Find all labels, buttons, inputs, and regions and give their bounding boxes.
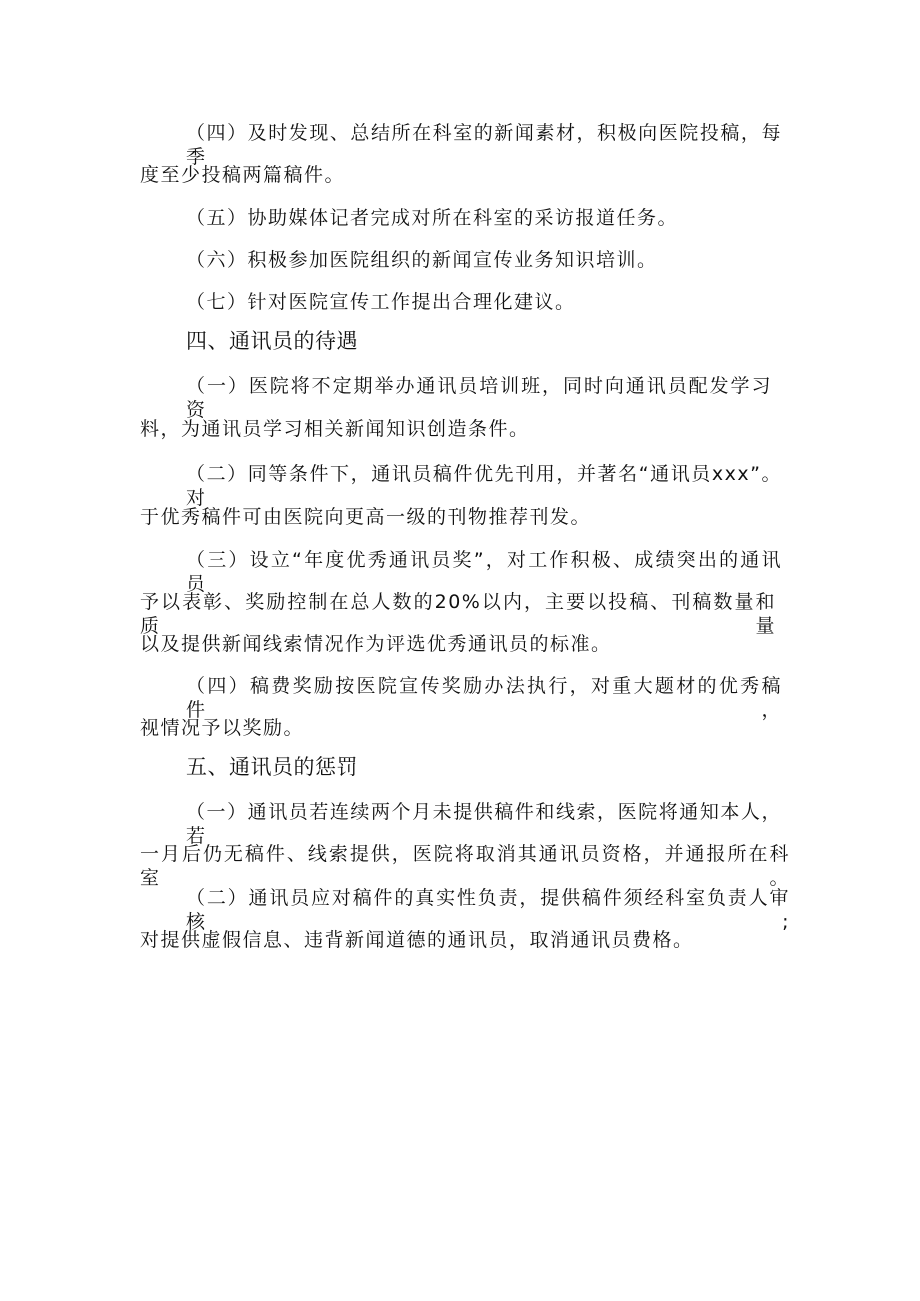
paragraph-line: （一）医院将不定期举办通讯员培训班，同时向通讯员配发学习资 — [186, 375, 772, 421]
section-heading: 五、通讯员的惩罚 — [186, 755, 358, 779]
paragraph-line: （二）同等条件下，通讯员稿件优先刊用，并著名“通讯员xxx”。对 — [186, 463, 782, 509]
paragraph-line: 料，为通讯员学习相关新闻知识创造条件。 — [140, 418, 530, 440]
paragraph-line: （三）设立“年度优秀通讯员奖”，对工作积极、成绩突出的通讯员 — [186, 549, 782, 595]
paragraph-line: （五）协助媒体记者完成对所在科室的采访报道任务。 — [186, 207, 679, 229]
paragraph-line: 于优秀稿件可由医院向更高一级的刊物推荐刊发。 — [140, 506, 592, 528]
paragraph-line: 以及提供新闻线索情况作为评选优秀通讯员的标准。 — [140, 633, 612, 655]
paragraph-line: 视情况予以奖励。 — [140, 717, 305, 739]
paragraph-line: 对提供虚假信息、违背新闻道德的通讯员，取消通讯员费格。 — [140, 929, 694, 951]
paragraph-line: （四）稿费奖励按医院宣传奖励办法执行，对重大题材的优秀稿件， — [186, 675, 782, 721]
paragraph-line: （一）通讯员若连续两个月未提供稿件和线索，医院将通知本人，若 — [186, 801, 782, 847]
paragraph-line: 度至少投稿两篇稿件。 — [140, 164, 346, 186]
paragraph-line: 予以表彰、奖励控制在总人数的20%以内，主要以投稿、刊稿数量和质量 — [140, 591, 776, 637]
paragraph-line: 一月后仍无稿件、线索提供，医院将取消其通讯员资格，并通报所在科室。 — [140, 843, 790, 889]
section-heading: 四、通讯员的待遇 — [186, 329, 358, 353]
paragraph-line: （四）及时发现、总结所在科室的新闻素材，积极向医院投稿，每季 — [186, 122, 782, 168]
paragraph-line: （六）积极参加医院组织的新闻宣传业务知识培训。 — [186, 249, 658, 271]
paragraph-line: （七）针对医院宣传工作提出合理化建议。 — [186, 291, 576, 313]
paragraph-line: （二）通讯员应对稿件的真实性负责，提供稿件须经科室负责人审核; — [186, 887, 790, 933]
